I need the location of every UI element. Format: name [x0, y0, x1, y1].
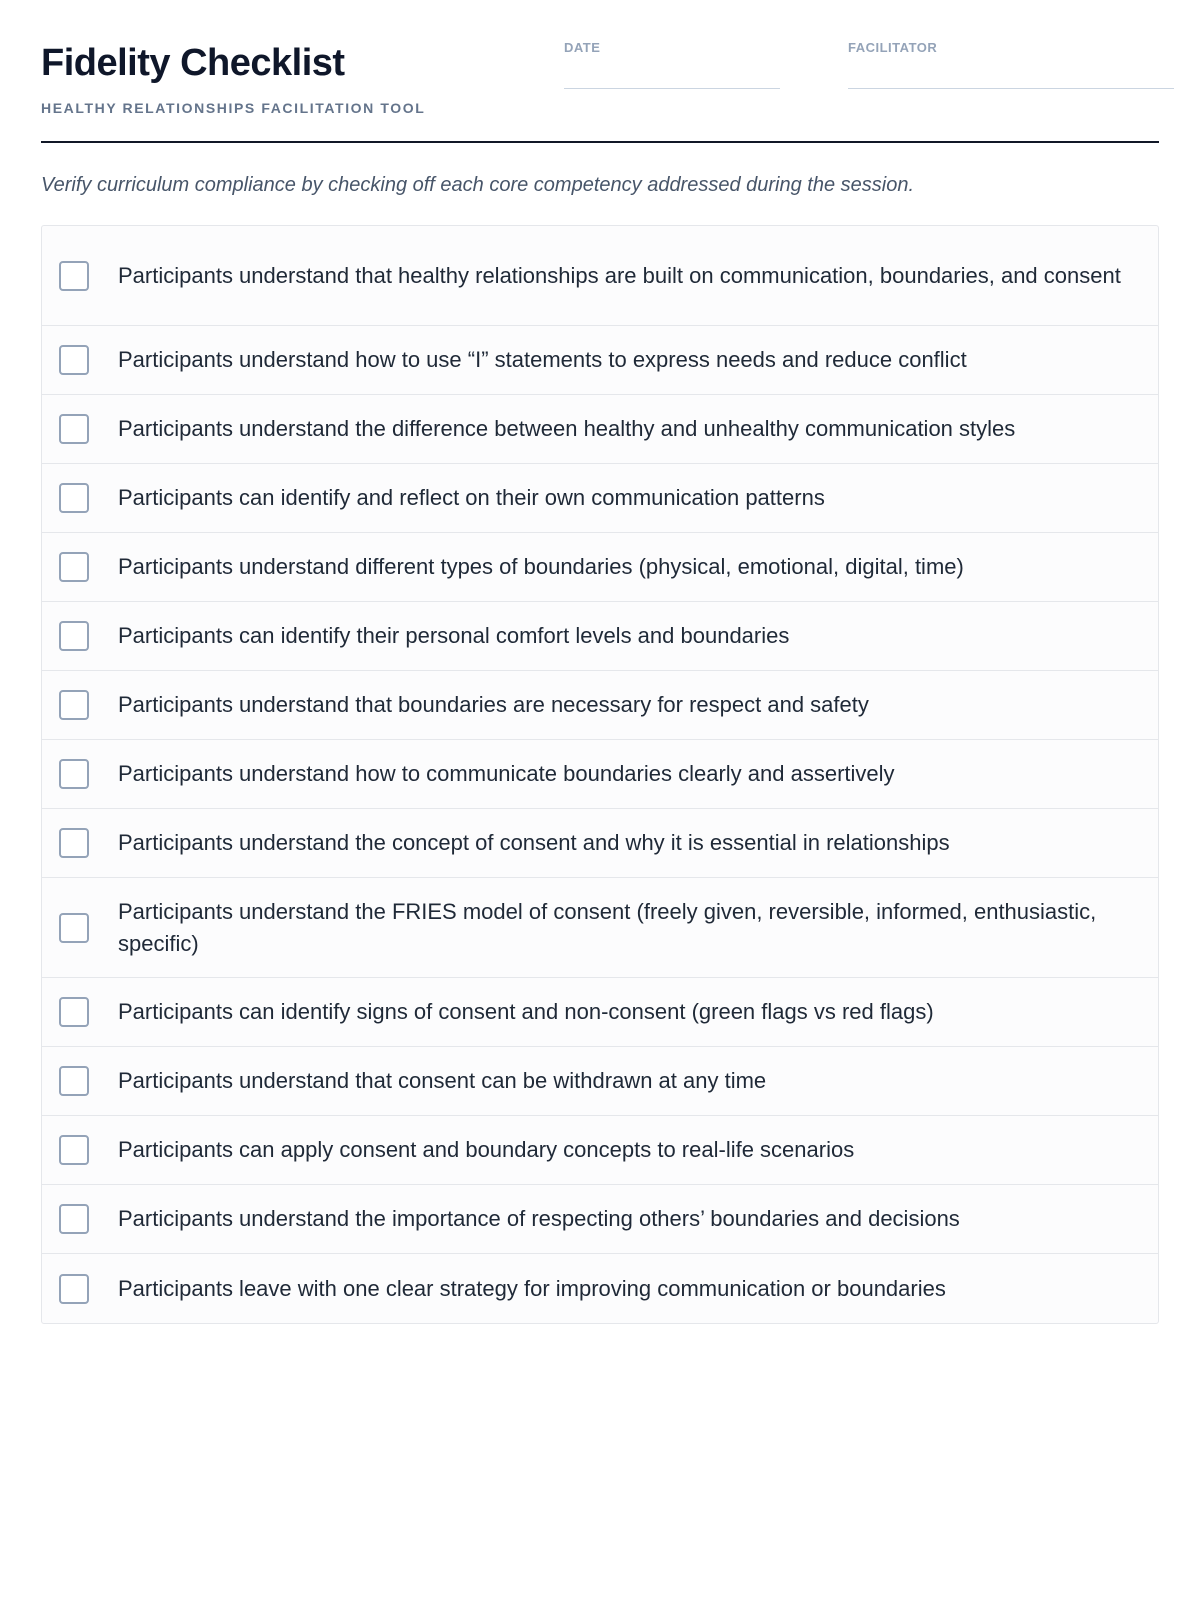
- checkbox[interactable]: [59, 913, 89, 943]
- page-title: Fidelity Checklist: [41, 42, 345, 84]
- checklist-item[interactable]: [42, 602, 1158, 671]
- checklist-item[interactable]: [42, 671, 1158, 740]
- header: [41, 0, 1159, 143]
- checklist-item[interactable]: [42, 395, 1158, 464]
- competency-checklist: [41, 225, 1159, 1324]
- checklist-item-label: Participants can identify their personal comfort levels and boundaries: [118, 623, 790, 648]
- checklist-item[interactable]: [42, 878, 1158, 978]
- page-subtitle: HEALTHY RELATIONSHIPS FACILITATION TOOL: [41, 100, 426, 116]
- date-underline: [564, 88, 780, 89]
- checklist-item[interactable]: [42, 1254, 1158, 1323]
- checklist-item-label: Participants understand different types of boundaries (physical, emotional, digital, time): [118, 554, 964, 579]
- checklist-item-label: Participants can identify and reflect on their own communication patterns: [118, 485, 825, 510]
- checklist-item[interactable]: [42, 1185, 1158, 1254]
- date-field[interactable]: [564, 40, 780, 55]
- checklist-item[interactable]: [42, 978, 1158, 1047]
- checkbox[interactable]: [59, 997, 89, 1027]
- checkbox[interactable]: [59, 1135, 89, 1165]
- checklist-item-label: Participants understand how to communicate boundaries clearly and assertively: [118, 761, 895, 786]
- checklist-item[interactable]: [42, 1116, 1158, 1185]
- checklist-item-label: Participants can apply consent and boundary concepts to real-life scenarios: [118, 1137, 855, 1162]
- checkbox[interactable]: [59, 414, 89, 444]
- checklist-item[interactable]: [42, 1047, 1158, 1116]
- facilitator-label: FACILITATOR: [848, 40, 938, 55]
- checklist-item[interactable]: [42, 809, 1158, 878]
- checklist-item-label: Participants can identify signs of consent and non-consent (green flags vs red flags): [118, 999, 934, 1024]
- checkbox[interactable]: [59, 1066, 89, 1096]
- checklist-item-label: Participants understand the concept of consent and why it is essential in relationships: [118, 830, 950, 855]
- checkbox[interactable]: [59, 690, 89, 720]
- checklist-item-label: Participants understand the importance of respecting others’ boundaries and decisions: [118, 1206, 960, 1231]
- checkbox[interactable]: [59, 345, 89, 375]
- checkbox[interactable]: [59, 759, 89, 789]
- checklist-item[interactable]: [42, 740, 1158, 809]
- checklist-item[interactable]: [42, 464, 1158, 533]
- checkbox[interactable]: [59, 483, 89, 513]
- facilitator-underline: [848, 88, 1174, 89]
- checklist-item-label: Participants understand the difference between healthy and unhealthy communication styles: [118, 416, 1016, 441]
- checkbox[interactable]: [59, 261, 89, 291]
- checkbox[interactable]: [59, 552, 89, 582]
- instructions-text: Verify curriculum compliance by checking off each core competency addressed during the session.: [41, 174, 915, 196]
- facilitator-field[interactable]: [848, 40, 1174, 55]
- checklist-item-label: Participants understand the FRIES model of consent (freely given, reversible, informed, enthusiastic, specific): [118, 898, 1097, 956]
- checklist-item-label: Participants understand that consent can be withdrawn at any time: [118, 1068, 767, 1093]
- checklist-item-label: Participants understand how to use “I” statements to express needs and reduce conflict: [118, 347, 967, 372]
- checkbox[interactable]: [59, 621, 89, 651]
- checklist-item[interactable]: [42, 326, 1158, 395]
- checkbox[interactable]: [59, 1274, 89, 1304]
- checklist-item-label: Participants understand that healthy relationships are built on communication, boundaries, and consent: [118, 262, 1121, 288]
- date-label: DATE: [564, 40, 601, 55]
- checkbox[interactable]: [59, 828, 89, 858]
- checklist-item-label: Participants understand that boundaries are necessary for respect and safety: [118, 692, 869, 717]
- checkbox[interactable]: [59, 1204, 89, 1234]
- checklist-item[interactable]: [42, 226, 1158, 326]
- checklist-item[interactable]: [42, 533, 1158, 602]
- checklist-item-label: Participants leave with one clear strategy for improving communication or boundaries: [118, 1275, 946, 1301]
